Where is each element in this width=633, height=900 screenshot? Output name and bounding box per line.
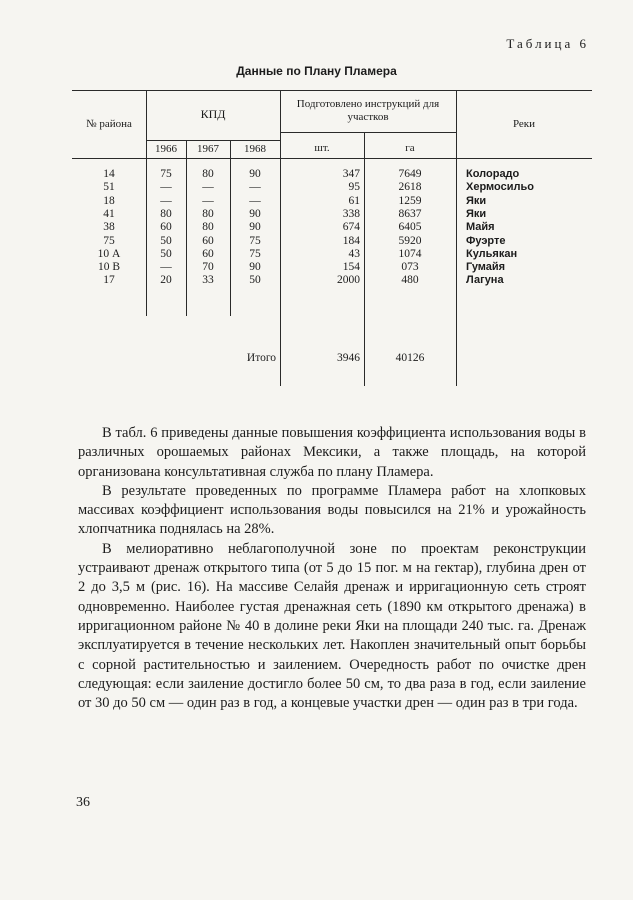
header-unit-count: шт. (314, 142, 330, 154)
kpd-1966-cell: 75 (160, 168, 172, 180)
header-year: 1967 (197, 143, 219, 155)
count-cell: 2000 (337, 274, 360, 287)
paragraph: В мелиоративно неблагополучной зоне по проектам реконструкции устраивают дренаж открытого типа (от 5 до 15 пог. м на гектар), глубина дрен от 2 до 3,5 м (рис. 16). На массиве Селайя дренаж и ирригационную сеть строят одновременно. Наиболее густая дренажная сеть (1890 км открытого дренажа) в ирригационном районе № 40 в долине реки Яки на площади 240 тыс. га. Дренаж эксплуатируется в течение нескольких лет. Накоплен значительный опыт борьбы с сорной растительностью и заилением. Очередность работ по очистке дрен следующая: если заиление достигло более 50 см, то два раза в год, если заиление от 30 до 50 см — один раз в год, а концевые участки дрен — один раз в три года. (78, 540, 586, 712)
kpd-1966-cell: — (160, 181, 172, 194)
table-label: Таблица 6 (506, 36, 589, 51)
header-district: № района (86, 118, 132, 130)
header-year: 1966 (155, 143, 177, 155)
kpd-1967-cell: 80 (202, 168, 214, 180)
river-cell: Гумайя (466, 261, 506, 274)
district-cell: 75 (103, 234, 115, 247)
count-cell: 184 (342, 234, 360, 247)
area-cell: 6405 (398, 221, 422, 234)
data-table (72, 90, 592, 386)
kpd-1967-cell: 33 (202, 274, 214, 287)
district-cell: 18 (103, 194, 115, 207)
river-cell: Лагуна (466, 274, 504, 287)
river-cell: Хермосильо (466, 181, 534, 194)
river-cell: Кульякан (466, 247, 518, 260)
prepared-subheader-rule (280, 132, 456, 133)
kpd-1967-cell: — (202, 181, 214, 194)
count-cell: 95 (348, 181, 360, 194)
total-area: 40126 (395, 352, 425, 364)
count-cell: 674 (342, 221, 360, 234)
kpd-1966-cell: — (160, 261, 172, 274)
kpd-1968-cell: 75 (249, 234, 261, 247)
river-cell: Яки (466, 194, 487, 207)
table-title: Данные по Плану Пламера (236, 64, 397, 78)
area-cell: 480 (401, 274, 419, 287)
total-count: 3946 (337, 352, 360, 364)
kpd-1967-cell: — (202, 194, 214, 207)
area-cell: 5920 (398, 234, 422, 247)
kpd-1968-cell: 90 (249, 261, 261, 274)
kpd-1967-cell: 70 (202, 261, 214, 274)
kpd-1966-cell: 60 (160, 221, 172, 234)
kpd-1967-cell: 80 (202, 221, 214, 234)
area-cell: 8637 (398, 207, 422, 220)
header-prepared: Подготовлено инструкций для участков (296, 98, 440, 123)
count-cell: 338 (342, 207, 360, 220)
district-cell: 14 (103, 168, 115, 180)
kpd-subheader-rule (146, 140, 280, 141)
kpd-1967-cell: 60 (202, 234, 214, 247)
kpd-1967-cell: 60 (202, 247, 214, 260)
count-cell: 61 (348, 194, 360, 207)
kpd-1968-cell: 75 (249, 247, 261, 260)
kpd-1968-cell: 90 (249, 221, 261, 234)
count-cell: 347 (342, 168, 360, 180)
body-text (78, 424, 586, 713)
kpd-1968-cell: — (249, 181, 261, 194)
river-cell: Фуэрте (466, 234, 506, 247)
count-cell: 43 (348, 247, 360, 260)
area-cell: 2618 (398, 181, 422, 194)
area-cell: 1259 (398, 194, 422, 207)
kpd-1968-cell: 50 (249, 274, 261, 287)
river-cell: Яки (466, 207, 487, 220)
header-bottom-rule (72, 158, 592, 159)
kpd-1967-cell: 80 (202, 207, 214, 220)
page-number: 36 (76, 795, 90, 810)
district-cell: 51 (103, 181, 115, 194)
kpd-1966-cell: — (160, 194, 172, 207)
kpd-1966-cell: 50 (160, 234, 172, 247)
kpd-1966-cell: 20 (160, 274, 172, 287)
kpd-1968-cell: — (249, 194, 261, 207)
total-label: Итого (246, 352, 276, 364)
district-cell: 10 А (97, 247, 121, 260)
count-cell: 154 (342, 261, 360, 274)
river-cell: Майя (466, 221, 495, 234)
header-year: 1968 (244, 143, 266, 155)
area-cell: 073 (401, 261, 419, 274)
district-cell: 17 (103, 274, 115, 287)
district-cell: 41 (103, 207, 115, 220)
header-kpd: КПД (200, 107, 226, 121)
col-rule (456, 90, 457, 386)
paragraph: В результате проведенных по программе Пламера работ на хлопковых массивах коэффициент использования воды повысился на 21% и урожайность хлопчатника поднялась на 28%. (78, 482, 586, 538)
paragraph: В табл. 6 приведены данные повышения коэффициента использования воды в различных орошаемых районах Мексики, а также площадь, на которой организована консультативная служба по плану Пламера. (78, 425, 586, 480)
area-cell: 7649 (398, 168, 422, 180)
table-top-rule (72, 90, 592, 91)
district-cell: 10 В (97, 261, 121, 274)
header-unit-area: га (405, 142, 415, 154)
river-cell: Колорадо (466, 168, 520, 180)
kpd-1968-cell: 90 (249, 207, 261, 220)
header-rivers: Реки (512, 118, 536, 130)
district-cell: 38 (103, 221, 115, 234)
kpd-1966-cell: 80 (160, 207, 172, 220)
kpd-1968-cell: 90 (249, 168, 261, 180)
kpd-1966-cell: 50 (160, 247, 172, 260)
area-cell: 1074 (398, 247, 422, 260)
